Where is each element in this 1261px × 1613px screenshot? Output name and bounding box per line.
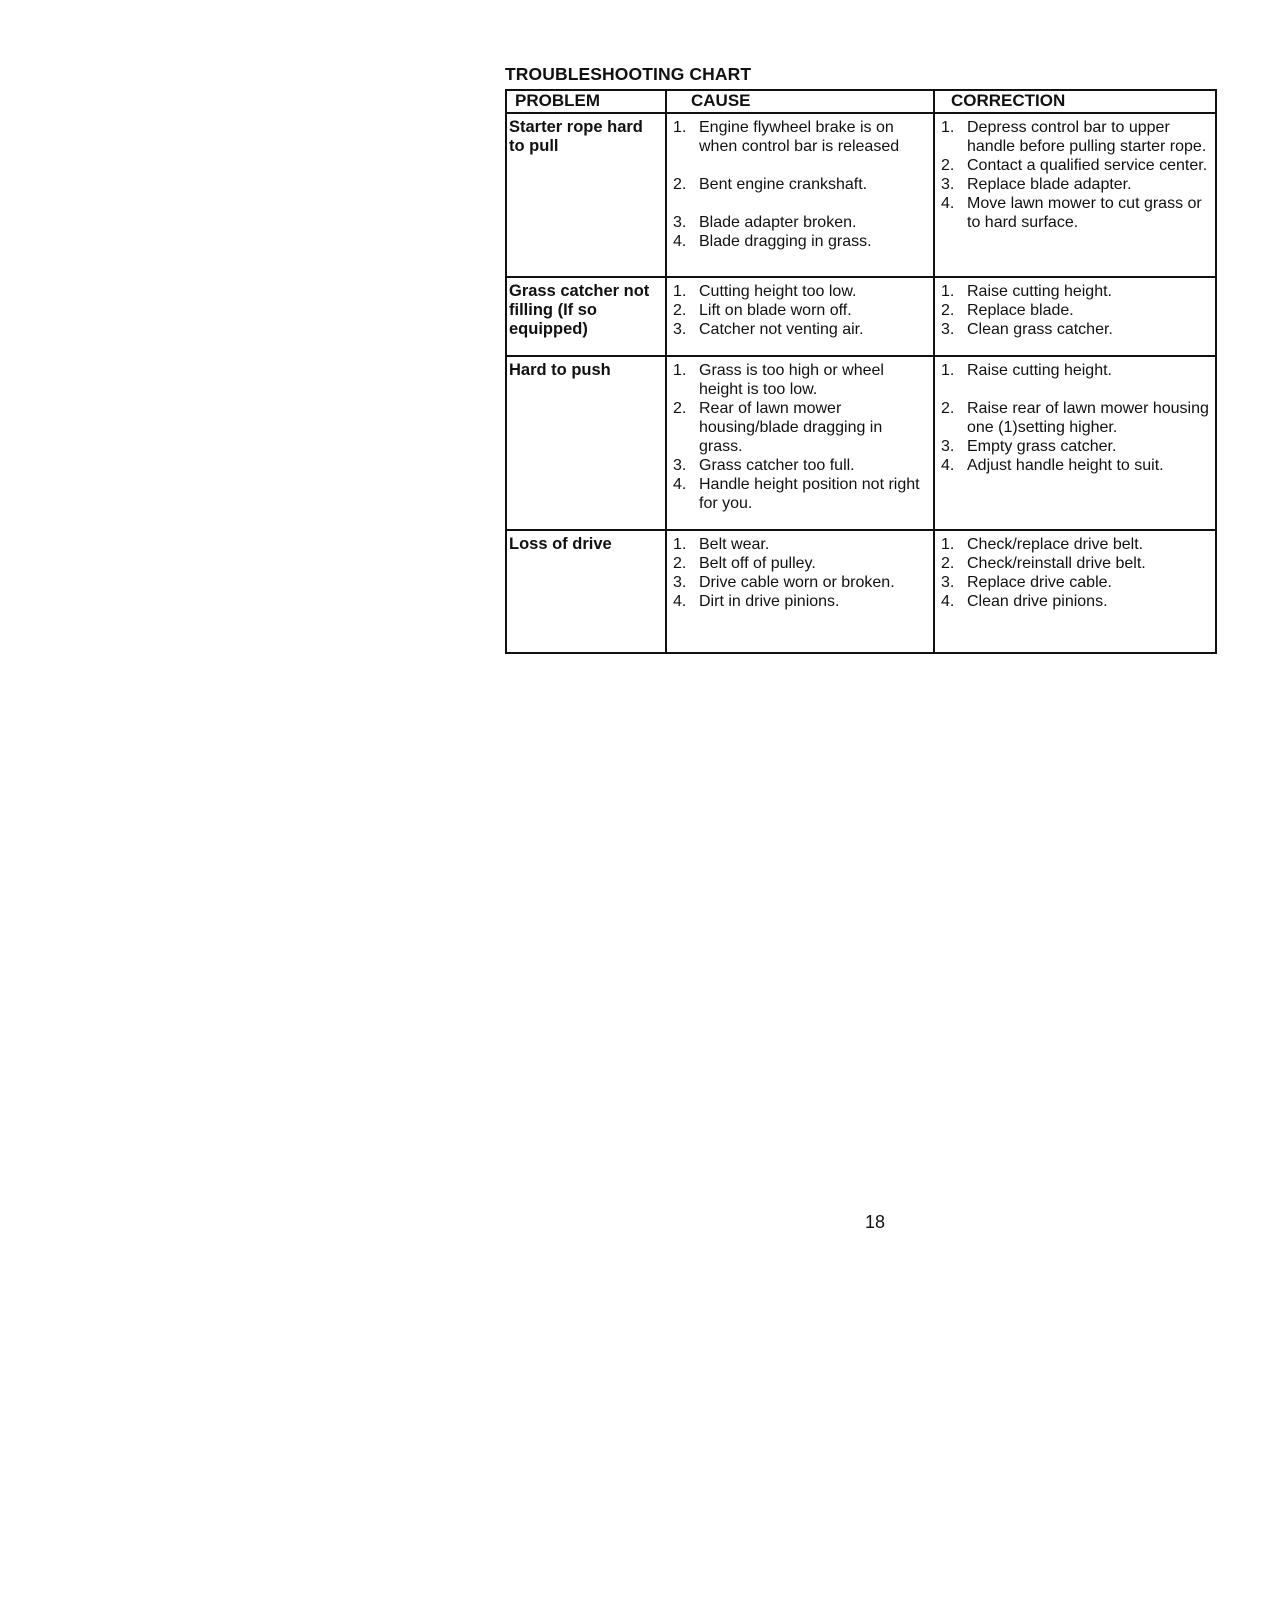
problem-cell: Grass catcher not filling (If so equipped) [506,277,666,356]
list-item: 1. Raise cutting height. [941,362,1112,379]
problem-cell: Hard to push [506,356,666,530]
list-item: 4. Handle height position not right for you. [673,476,920,512]
correction-cell [934,530,1216,653]
header-correction: CORRECTION [934,90,1216,113]
list-item: 1. Depress control bar to upper handle before pulling starter rope. [941,119,1207,155]
list-item: 3. Blade adapter broken. [673,214,857,231]
list-item: 3. Clean grass catcher. [941,321,1113,338]
table-row [506,530,1216,653]
list-item: 1. Cutting height too low. [673,283,857,300]
cause-cell [666,530,934,653]
list-item: 4. Move lawn mower to cut grass or to hard surface. [941,195,1202,231]
list-item: 2. Bent engine crankshaft. [673,176,868,193]
list-item: 2. Replace blade. [941,302,1074,319]
list-item: 3. Replace blade adapter. [941,176,1132,193]
correction-cell [934,277,1216,356]
list-item: 1. Engine flywheel brake is on when control bar is released [673,119,900,155]
problem-cell: Starter rope hard to pull [506,113,666,277]
list-item: 3. Replace drive cable. [941,574,1112,591]
list-item: 1. Raise cutting height. [941,283,1112,300]
list-item: 3. Drive cable worn or broken. [673,574,895,591]
list-item: 4. Dirt in drive pinions. [673,593,840,610]
list-item: 2. Contact a qualified service center. [941,157,1208,174]
list-item: 3. Catcher not venting air. [673,321,864,338]
correction-cell [934,113,1216,277]
header-problem: PROBLEM [506,90,666,113]
troubleshooting-table [505,89,1217,654]
header-cause: CAUSE [666,90,934,113]
list-item: 3. Grass catcher too full. [673,457,855,474]
cause-cell [666,277,934,356]
correction-cell [934,356,1216,530]
header-row [506,90,1216,113]
list-item: 2. Check/reinstall drive belt. [941,555,1146,572]
list-item: 1. Check/replace drive belt. [941,536,1144,553]
list-item: 1. Grass is too high or wheel height is too low. [673,362,884,398]
list-item: 3. Empty grass catcher. [941,438,1117,455]
list-item: 2. Belt off of pulley. [673,555,816,572]
list-item: 2. Raise rear of lawn mower housing one (1)setting higher. [941,400,1209,436]
list-item: 4. Blade dragging in grass. [673,233,872,250]
chart-title: TROUBLESHOOTING CHART [505,64,752,84]
list-item: 1. Belt wear. [673,536,770,553]
list-item: 4. Clean drive pinions. [941,593,1108,610]
list-item: 4. Adjust handle height to suit. [941,457,1164,474]
list-item: 2. Lift on blade worn off. [673,302,852,319]
table-row [506,277,1216,356]
table-row [506,356,1216,530]
list-item: 2. Rear of lawn mower housing/blade dragging in grass. [673,400,883,455]
cause-cell [666,113,934,277]
cause-cell [666,356,934,530]
page-number: 18 [865,1212,886,1232]
table-row [506,113,1216,277]
problem-cell: Loss of drive [506,530,666,653]
